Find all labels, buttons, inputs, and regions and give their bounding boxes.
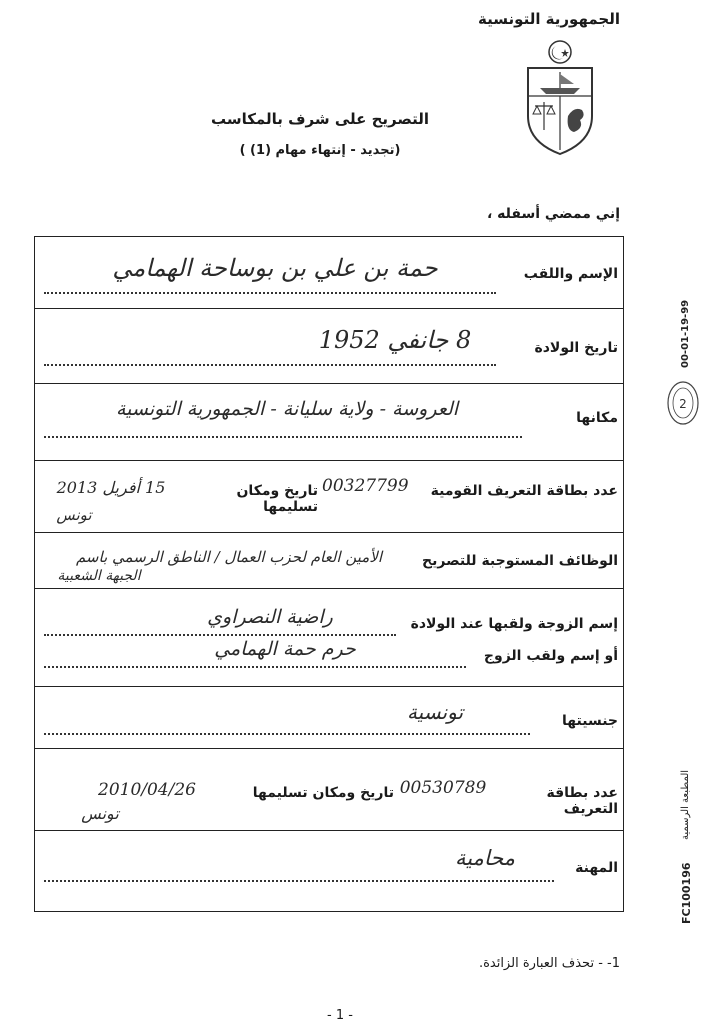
id-number: 00327799	[322, 476, 409, 496]
birth-place-value: العروسة - ولاية سليانة - الجمهورية التونسية	[115, 398, 459, 420]
spouse-label: إسم الزوجة ولقبها عند الولادة	[410, 616, 618, 632]
birth-place-dots	[44, 436, 522, 438]
husband-label: أو إسم ولقب الزوج	[483, 648, 618, 664]
row-divider	[34, 460, 624, 461]
profession-label: المهنة	[575, 860, 618, 876]
nationality-value: تونسية	[406, 700, 464, 724]
name-value: حمة بن علي بن بوساحة الهمامي	[112, 254, 438, 282]
spouse-id-label: عدد بطاقة التعريف	[546, 785, 618, 817]
name-label: الإسم واللقب	[523, 266, 618, 282]
page-number: - 1 -	[327, 1008, 353, 1023]
nationality-dots	[44, 733, 530, 735]
husband-dots	[44, 666, 466, 668]
stamp-icon	[666, 380, 700, 426]
form-date-code: 00-01-19-99	[680, 299, 691, 368]
coat-of-arms-icon	[520, 38, 600, 158]
spouse-value: راضية النصراوي	[207, 606, 333, 628]
functions-value-line2: الجبهة الشعبية	[57, 568, 141, 584]
functions-label: الوظائف المستوجبة للتصريح	[422, 553, 618, 569]
spouse-id-number: 00530789	[399, 778, 487, 798]
id-label: عدد بطاقة التعريف القومية	[430, 483, 618, 499]
print-code: FC100196	[680, 862, 693, 924]
birth-place-label: مكانها	[576, 410, 618, 426]
row-divider	[34, 830, 624, 831]
birth-date-label: تاريخ الولادة	[534, 340, 618, 356]
svg-text:2: 2	[679, 397, 687, 411]
spouse-id-date-value: 2010/04/26	[98, 780, 196, 800]
id-place-value: تونس	[56, 506, 92, 524]
page-title: التصريح على شرف بالمكاسب	[210, 110, 430, 128]
intro-text: إني ممضي أسفله ،	[486, 206, 620, 222]
husband-value: حرم حمة الهمامي	[214, 638, 356, 660]
republic-heading: الجمهورية التونسية	[478, 10, 620, 28]
profession-dots	[44, 880, 554, 882]
birth-date-dots	[44, 364, 496, 366]
name-dots	[44, 292, 496, 294]
row-divider	[34, 588, 624, 589]
footnote: 1- - تحذف العبارة الزائدة.	[478, 956, 620, 971]
spouse-id-place-value: تونس	[81, 804, 119, 823]
row-divider	[34, 308, 624, 309]
spouse-dots	[44, 634, 396, 636]
printer-name: المطبعة الرسمية	[680, 769, 691, 840]
nationality-label: جنسيتها	[562, 713, 618, 729]
id-date-value: 15 أفريل 2013	[56, 478, 166, 497]
id-date-label: تاريخ ومكان تسليمها	[236, 483, 318, 515]
functions-value-line1: الأمين العام لحزب العمال / الناطق الرسمي باسم	[75, 548, 383, 566]
page-subtitle: (تجديد - إنتهاء مهام (1) )	[239, 143, 401, 158]
row-divider	[34, 686, 624, 687]
spouse-id-date-label: تاريخ ومكان تسليمها	[252, 785, 394, 801]
birth-date-value: 8 جانفي 1952	[318, 326, 472, 354]
row-divider	[34, 748, 624, 749]
row-divider	[34, 383, 624, 384]
row-divider	[34, 532, 624, 533]
profession-value: محامية	[454, 846, 516, 870]
